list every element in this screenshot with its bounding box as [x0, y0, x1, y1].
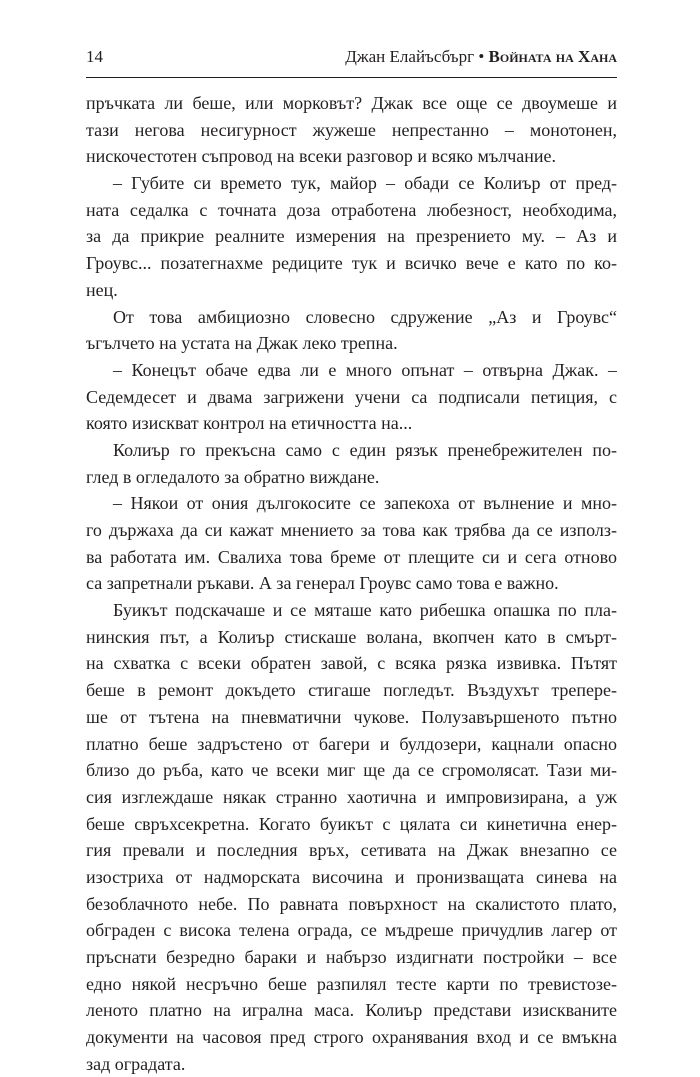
text-line: От това амбициозно словесно сдружение „Аз и Гроувс“	[113, 306, 617, 327]
text-line: нинския път, а Колиър стискаше волана, вкопчен като в смърт-	[86, 626, 617, 647]
page-number: 14	[86, 47, 103, 66]
text-line: обграден с висока телена ограда, се мъдреше причудлив лагер от	[86, 920, 617, 941]
text-line: са запретнали ръкави. А за генерал Гроувс само това е важно.	[86, 573, 559, 594]
text-line: – Някои от ония дългокосите се запекоха от вълнение и мно-	[113, 493, 617, 514]
running-head-right	[345, 46, 617, 68]
text-line: беше в ремонт докъдето стигаше погледът. Въздухът трепере-	[86, 680, 617, 701]
running-head	[86, 46, 617, 68]
text-line: гия превали и последния връх, сетивата на Джак внезапно се	[86, 840, 617, 861]
text-line: тази негова несигурност жужеше непрестанно – монотонен,	[86, 119, 617, 140]
text-line: го държаха да си кажат мнението за това как трябва да се използ-	[86, 520, 617, 540]
text-line: платно беше задръстено от багери и булдозери, кацнали опасно	[86, 733, 617, 754]
text-line: пръснати безредно бараки и набързо издигнати постройки – все	[86, 947, 617, 967]
text-line: близо до ръба, като че всеки миг ще да се сгромолясат. Тази ми-	[86, 760, 617, 781]
text-line: нец.	[86, 279, 118, 300]
text-line: – Губите си времето тук, майор – обади се Колиър от пред-	[113, 173, 617, 194]
author-name: Джан Елайъсбърг	[345, 47, 475, 66]
text-line: – Конецът обаче едва ли е много опънат – отвърна Джак. –	[113, 359, 617, 380]
text-line: изостриха от надморската височина и пронизващата синева на	[86, 866, 617, 887]
text-line: леното платно на игрална маса. Колиър представи изискваните	[86, 1000, 617, 1021]
header-rule	[86, 77, 617, 78]
text-line: пръчката ли беше, или морковът? Джак все още се двоумеше и	[86, 93, 617, 113]
text-line: документи на часовоя пред строго охранявания вход и се вмъкна	[86, 1027, 617, 1048]
text-line: глед в огледалото за обратно виждане.	[86, 466, 380, 487]
text-line: безоблачното небе. По равната повърхност на скалистото плато,	[86, 893, 617, 914]
head-separator: •	[478, 47, 485, 66]
text-line: Буикът подскачаше и се мяташе като рибешка опашка по пла-	[113, 600, 617, 621]
text-line: на схватка с всеки обратен завой, с всяка рязка извивка. Пътят	[86, 653, 617, 674]
book-title: Войната на Хана	[488, 47, 617, 66]
text-line: едно някой несръчно беше разпилял тесте карти по тревистозе-	[86, 973, 617, 994]
text-line: която изискват контрол на етичността на...	[86, 413, 413, 434]
text-line: зад оградата.	[86, 1053, 186, 1074]
text-line: Седемдесет и двама загрижени учени са подписали петиция, с	[86, 386, 617, 407]
text-line: сия изглеждаше някак странно хаотична и импровизирана, а уж	[86, 786, 617, 807]
text-line: ва работата им. Свалиха това бреме от плещите си и сега отново	[86, 546, 617, 567]
text-line: Гроувс... позатегнахме редиците тук и всичко вече е като по ко-	[86, 253, 617, 274]
text-line: ната седалка с точната доза отработена любезност, необходима,	[86, 199, 617, 220]
text-line: нискочестотен съпровод на всеки разговор и всяко мълчание.	[86, 146, 557, 167]
text-line: беше свръхсекретна. Когато буикът с цялата си кинетична енер-	[86, 813, 617, 834]
text-line: за да прикрие реалните измерения на презрението му. – Аз и	[86, 226, 617, 247]
text-line: ше от тътена на пневматични чукове. Полузавършеното пътно	[86, 706, 617, 727]
body-text	[86, 90, 617, 1077]
text-line: Колиър го прекъсна само с един рязък пренебрежителен по-	[113, 439, 617, 460]
text-line: ъгълчето на устата на Джак леко трепна.	[86, 333, 398, 354]
